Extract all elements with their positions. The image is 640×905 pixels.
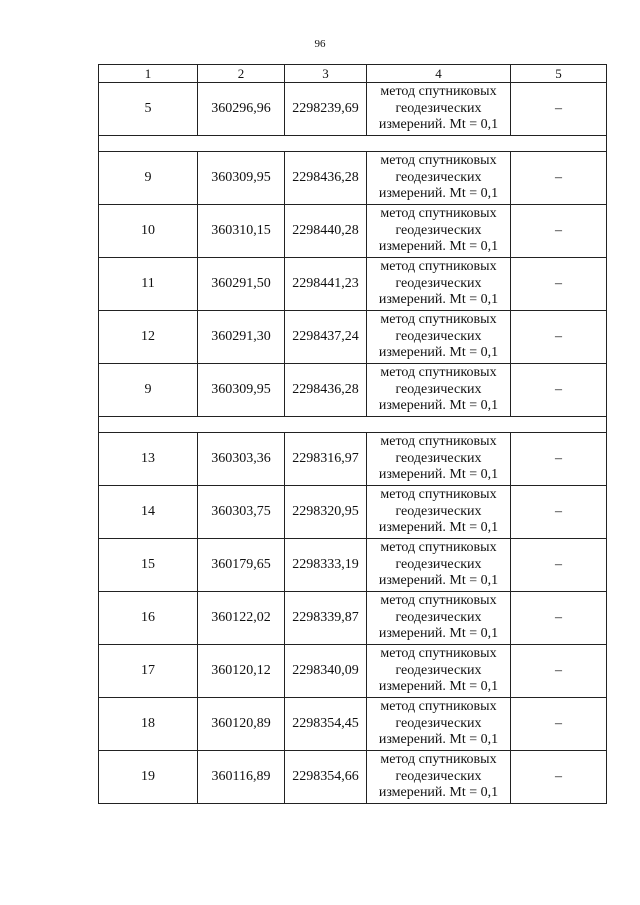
y-coordinate-cell: 2298441,23 — [285, 258, 367, 311]
method-line: измерений. Mt = 0,1 — [378, 732, 499, 748]
point-number-cell: 10 — [99, 205, 198, 258]
point-number-cell: 16 — [99, 592, 198, 645]
y-coordinate-cell: 2298320,95 — [285, 486, 367, 539]
method-line: метод спутниковых — [380, 259, 497, 275]
method-cell — [367, 698, 511, 751]
note-cell: – — [511, 311, 607, 364]
method-line: измерений. Mt = 0,1 — [378, 186, 499, 202]
method-line: метод спутниковых — [380, 206, 497, 222]
x-coordinate-cell: 360296,96 — [198, 83, 285, 136]
method-line: метод спутниковых — [380, 434, 497, 450]
x-coordinate-cell: 360179,65 — [198, 539, 285, 592]
method-line: геодезических — [395, 768, 482, 784]
coordinates-table — [98, 64, 607, 804]
x-coordinate-cell: 360120,12 — [198, 645, 285, 698]
table-row — [99, 83, 607, 136]
note-cell: – — [511, 152, 607, 205]
method-line: геодезических — [395, 222, 482, 238]
note-cell: – — [511, 539, 607, 592]
table-row — [99, 433, 607, 486]
point-number-cell: 15 — [99, 539, 198, 592]
method-line: измерений. Mt = 0,1 — [378, 345, 499, 361]
method-line: геодезических — [395, 450, 482, 466]
separator-cell — [99, 136, 607, 152]
method-line: геодезических — [395, 169, 482, 185]
method-cell — [367, 645, 511, 698]
page-number: 96 — [314, 38, 326, 50]
separator-cell — [99, 417, 607, 433]
x-coordinate-cell: 360291,50 — [198, 258, 285, 311]
note-cell: – — [511, 698, 607, 751]
method-line: геодезических — [395, 275, 482, 291]
column-header: 5 — [511, 65, 607, 83]
method-line: геодезических — [395, 381, 482, 397]
column-header: 3 — [285, 65, 367, 83]
method-line: геодезических — [395, 100, 482, 116]
x-coordinate-cell: 360120,89 — [198, 698, 285, 751]
x-coordinate-cell: 360122,02 — [198, 592, 285, 645]
y-coordinate-cell: 2298333,19 — [285, 539, 367, 592]
note-cell: – — [511, 751, 607, 804]
method-line: измерений. Mt = 0,1 — [378, 292, 499, 308]
table-header-row — [99, 65, 607, 83]
point-number-cell: 19 — [99, 751, 198, 804]
table-row — [99, 258, 607, 311]
method-cell — [367, 364, 511, 417]
note-cell: – — [511, 258, 607, 311]
method-line: измерений. Mt = 0,1 — [378, 467, 499, 483]
method-line: метод спутниковых — [380, 365, 497, 381]
x-coordinate-cell: 360116,89 — [198, 751, 285, 804]
column-header: 1 — [99, 65, 198, 83]
point-number-cell: 12 — [99, 311, 198, 364]
method-line: геодезических — [395, 503, 482, 519]
separator-row — [99, 136, 607, 152]
note-cell: – — [511, 83, 607, 136]
separator-row — [99, 417, 607, 433]
x-coordinate-cell: 360303,36 — [198, 433, 285, 486]
y-coordinate-cell: 2298354,66 — [285, 751, 367, 804]
column-header: 2 — [198, 65, 285, 83]
y-coordinate-cell: 2298340,09 — [285, 645, 367, 698]
table-row — [99, 205, 607, 258]
point-number-cell: 18 — [99, 698, 198, 751]
y-coordinate-cell: 2298316,97 — [285, 433, 367, 486]
point-number-cell: 11 — [99, 258, 198, 311]
method-line: измерений. Mt = 0,1 — [378, 573, 499, 589]
x-coordinate-cell: 360310,15 — [198, 205, 285, 258]
method-line: измерений. Mt = 0,1 — [378, 239, 499, 255]
method-line: измерений. Mt = 0,1 — [378, 626, 499, 642]
method-cell — [367, 152, 511, 205]
method-cell — [367, 83, 511, 136]
y-coordinate-cell: 2298239,69 — [285, 83, 367, 136]
note-cell: – — [511, 645, 607, 698]
method-line: метод спутниковых — [380, 487, 497, 503]
method-line: геодезических — [395, 715, 482, 731]
table-row — [99, 592, 607, 645]
method-cell — [367, 433, 511, 486]
table-row — [99, 751, 607, 804]
method-line: измерений. Mt = 0,1 — [378, 785, 499, 801]
point-number-cell: 13 — [99, 433, 198, 486]
note-cell: – — [511, 364, 607, 417]
y-coordinate-cell: 2298436,28 — [285, 152, 367, 205]
table-row — [99, 645, 607, 698]
method-line: метод спутниковых — [380, 593, 497, 609]
y-coordinate-cell: 2298436,28 — [285, 364, 367, 417]
point-number-cell: 17 — [99, 645, 198, 698]
table-body — [99, 83, 607, 804]
x-coordinate-cell: 360291,30 — [198, 311, 285, 364]
method-line: измерений. Mt = 0,1 — [378, 679, 499, 695]
method-cell — [367, 205, 511, 258]
method-cell — [367, 311, 511, 364]
method-line: метод спутниковых — [380, 312, 497, 328]
note-cell: – — [511, 486, 607, 539]
method-line: метод спутниковых — [380, 699, 497, 715]
x-coordinate-cell: 360303,75 — [198, 486, 285, 539]
method-cell — [367, 592, 511, 645]
method-line: геодезических — [395, 328, 482, 344]
method-line: метод спутниковых — [380, 752, 497, 768]
x-coordinate-cell: 360309,95 — [198, 152, 285, 205]
method-line: метод спутниковых — [380, 540, 497, 556]
y-coordinate-cell: 2298339,87 — [285, 592, 367, 645]
note-cell: – — [511, 433, 607, 486]
method-line: метод спутниковых — [380, 153, 497, 169]
point-number-cell: 14 — [99, 486, 198, 539]
method-line: геодезических — [395, 609, 482, 625]
method-line: метод спутниковых — [380, 84, 497, 100]
method-line: измерений. Mt = 0,1 — [378, 117, 499, 133]
method-cell — [367, 486, 511, 539]
method-cell — [367, 539, 511, 592]
note-cell: – — [511, 205, 607, 258]
method-line: метод спутниковых — [380, 646, 497, 662]
method-line: геодезических — [395, 662, 482, 678]
method-cell — [367, 751, 511, 804]
table-row — [99, 539, 607, 592]
y-coordinate-cell: 2298437,24 — [285, 311, 367, 364]
point-number-cell: 9 — [99, 152, 198, 205]
note-cell: – — [511, 592, 607, 645]
method-line: измерений. Mt = 0,1 — [378, 398, 499, 414]
table-row — [99, 311, 607, 364]
table-row — [99, 152, 607, 205]
table-row — [99, 486, 607, 539]
x-coordinate-cell: 360309,95 — [198, 364, 285, 417]
method-cell — [367, 258, 511, 311]
point-number-cell: 5 — [99, 83, 198, 136]
column-header: 4 — [367, 65, 511, 83]
y-coordinate-cell: 2298354,45 — [285, 698, 367, 751]
table-row — [99, 364, 607, 417]
y-coordinate-cell: 2298440,28 — [285, 205, 367, 258]
table-row — [99, 698, 607, 751]
point-number-cell: 9 — [99, 364, 198, 417]
method-line: геодезических — [395, 556, 482, 572]
method-line: измерений. Mt = 0,1 — [378, 520, 499, 536]
